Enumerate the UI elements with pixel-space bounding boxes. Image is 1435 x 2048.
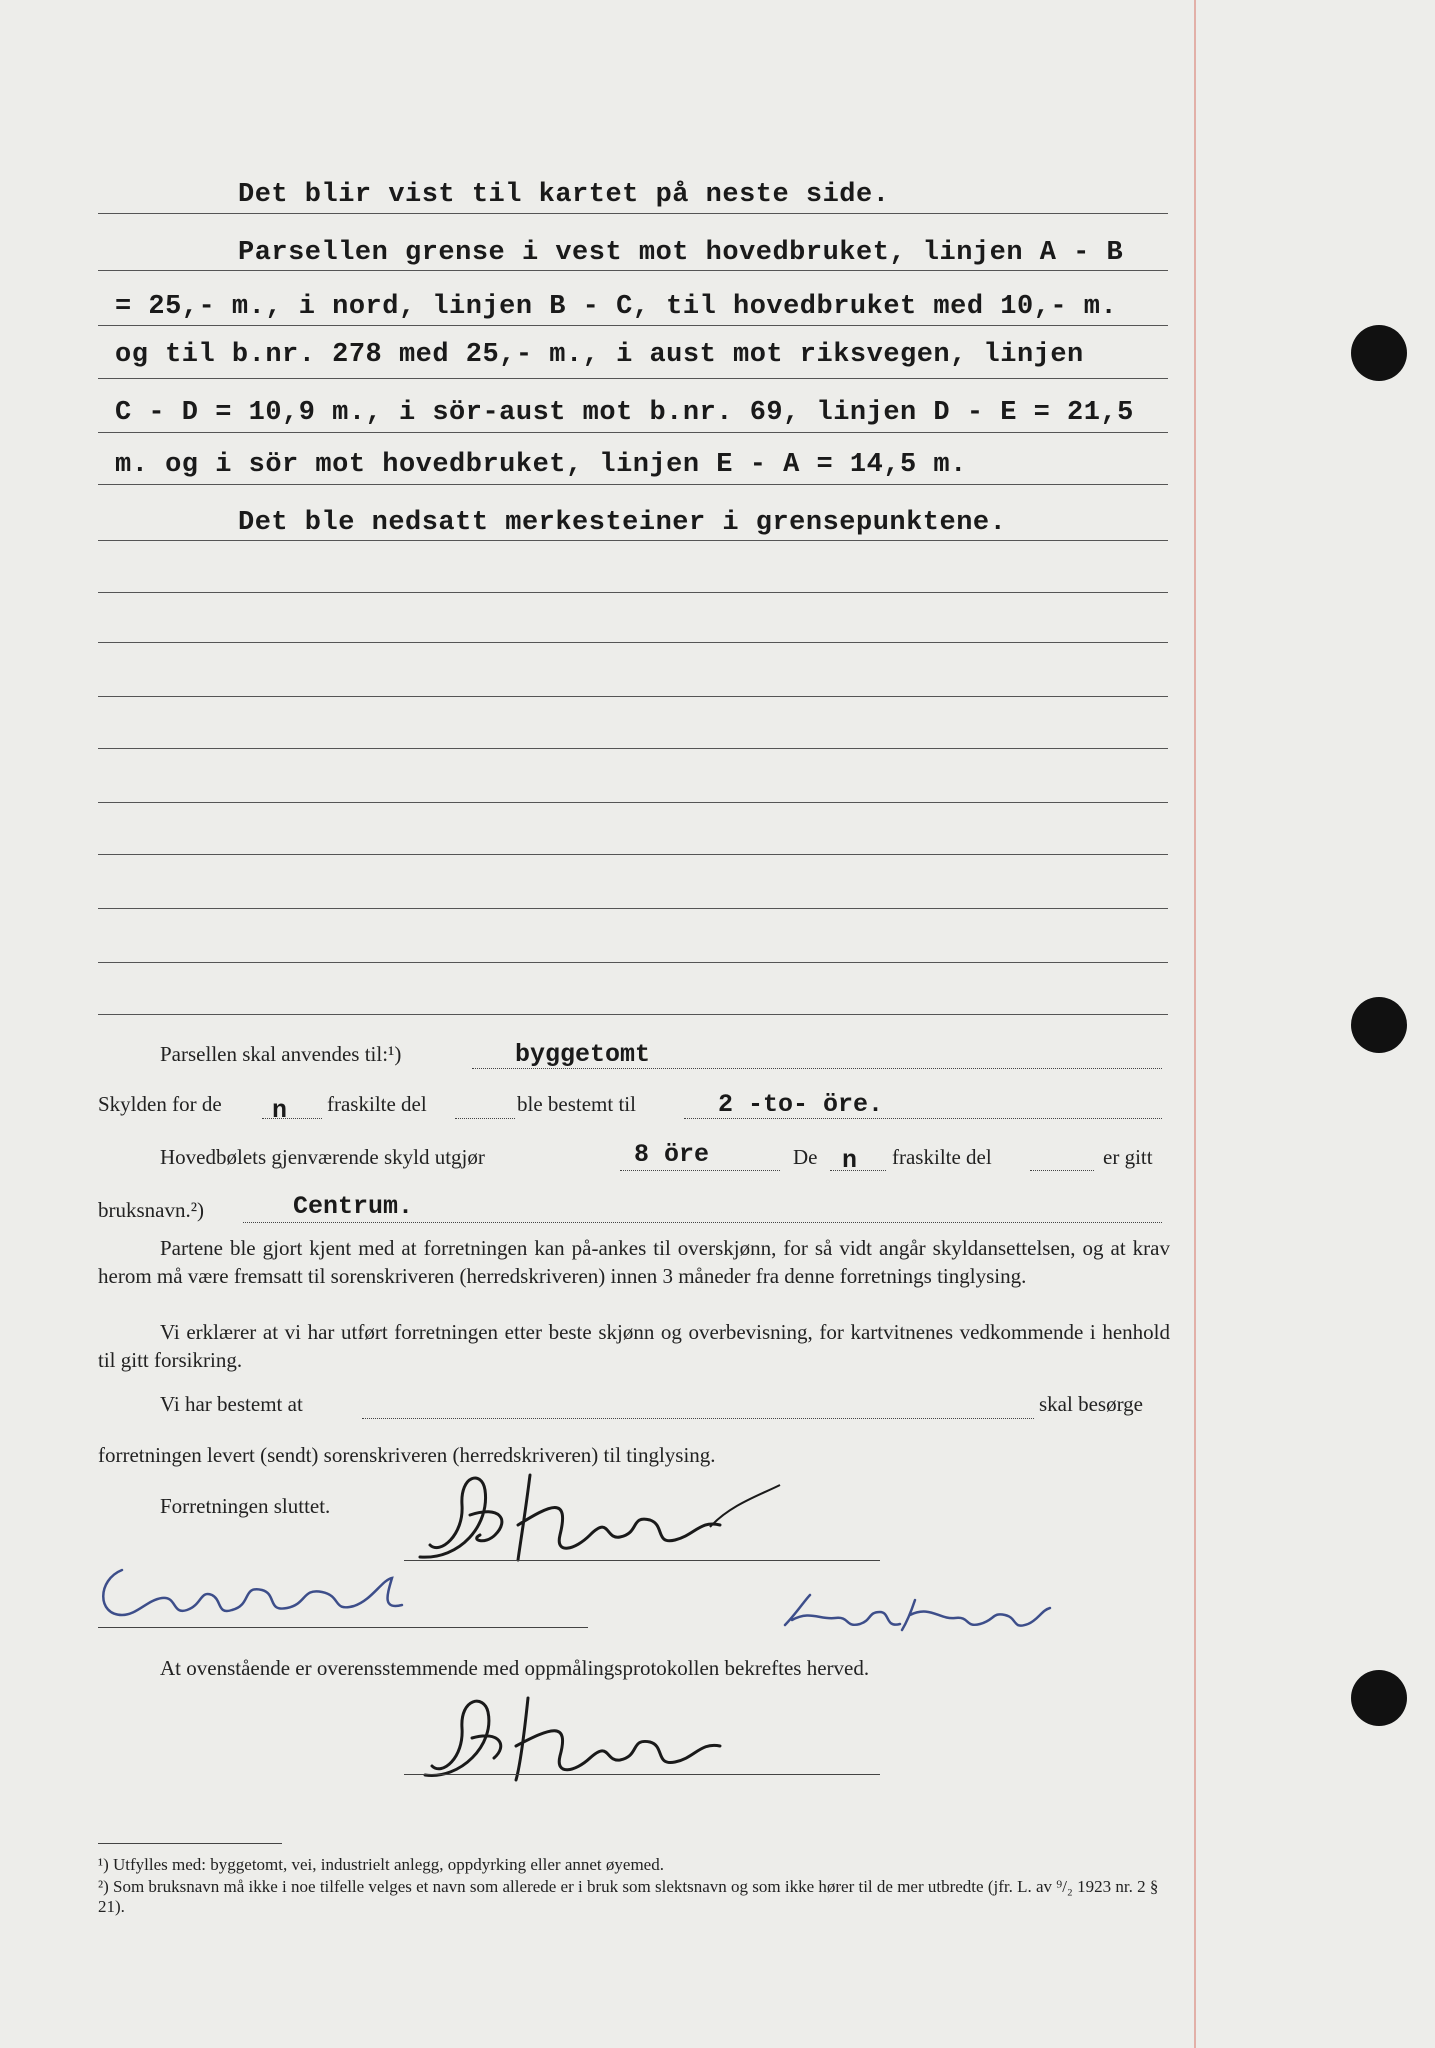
rule [98, 642, 1168, 643]
rule [98, 378, 1168, 379]
signature-line [404, 1774, 880, 1775]
signature-witness-1 [92, 1560, 422, 1630]
dotted-line [362, 1418, 1034, 1419]
footnote-1: ¹) Utfylles med: byggetomt, vei, industrielt anlegg, oppdyrking eller annet øyemed. [98, 1855, 664, 1874]
footnote-2: ²) Som bruksnavn må ikke i noe tilfelle velges et navn som allerede er i bruk som slektsnavn og som ikke hører til de mer utbredte (jfr. L. av ⁹/₂ 1923 nr. 2 § 21). [98, 1877, 1159, 1916]
decided-label-b: skal besørge [1039, 1392, 1144, 1416]
tax-fill-n: n [272, 1096, 288, 1125]
signature-line [98, 1627, 588, 1628]
delivered-text: forretningen levert (sendt) sorenskriveren (herredskriveren) til tinglysing. [98, 1443, 716, 1467]
tax-label-b: fraskilte del [327, 1092, 427, 1116]
typed-line-6: m. og i sör mot hovedbruket, linjen E - A = 14,5 m. [115, 450, 967, 480]
signature-surveyor-2 [400, 1690, 820, 1790]
dotted-line [1030, 1170, 1094, 1171]
remain-label-d: er gitt [1103, 1145, 1153, 1169]
dotted-line [620, 1170, 780, 1171]
dotted-line [455, 1118, 515, 1119]
rule [98, 962, 1168, 963]
rule [98, 908, 1168, 909]
rule [98, 270, 1168, 271]
rule [98, 592, 1168, 593]
certify-text: At ovenstående er overensstemmende med oppmålingsprotokollen bekreftes herved. [160, 1656, 870, 1680]
rule [98, 1014, 1168, 1015]
rule [98, 696, 1168, 697]
signature-line [404, 1560, 880, 1561]
remain-label: Hovedbølets gjenværende skyld utgjør [160, 1145, 485, 1169]
punch-hole-middle [1351, 997, 1407, 1053]
margin-line [1194, 0, 1196, 2048]
closed-text: Forretningen sluttet. [160, 1494, 331, 1518]
rule [98, 432, 1168, 433]
tax-label-c: ble bestemt til [517, 1092, 636, 1116]
remain-label-b: De [793, 1145, 818, 1169]
typed-line-5: C - D = 10,9 m., i sör-aust mot b.nr. 69, linjen D - E = 21,5 [115, 398, 1134, 428]
name-value: Centrum. [293, 1192, 414, 1221]
declaration-paragraph [98, 1318, 1170, 1374]
remain-label-c: fraskilte del [892, 1145, 992, 1169]
signature-witness-2 [780, 1590, 1060, 1640]
typed-line-1: Det blir vist til kartet på neste side. [238, 180, 890, 210]
rule [98, 484, 1168, 485]
punch-hole-top [1351, 325, 1407, 381]
appeal-paragraph [98, 1234, 1170, 1290]
remain-fill-n: n [842, 1146, 858, 1175]
typed-line-4: og til b.nr. 278 med 25,- m., i aust mot riksvegen, linjen [115, 340, 1084, 370]
use-label: Parsellen skal anvendes til:¹) [160, 1042, 402, 1066]
dotted-line [243, 1222, 1162, 1223]
dotted-line [262, 1118, 322, 1119]
appeal-text: Partene ble gjort kjent med at forretningen kan på-ankes til overskjønn, for så vidt angår skyldansettelsen, og at krav herom må være fremsatt til sorenskriveren (herredskriveren) innen 3 måneder fra denne forretnings tinglysing. [98, 1236, 1170, 1288]
signature-surveyor-1 [400, 1465, 820, 1575]
name-label: bruksnavn.²) [98, 1198, 205, 1222]
rule [98, 540, 1168, 541]
tax-value: 2 -to- öre. [718, 1090, 884, 1119]
decided-label: Vi har bestemt at [160, 1392, 303, 1416]
rule [98, 748, 1168, 749]
punch-hole-bottom [1351, 1670, 1407, 1726]
typed-line-3: = 25,- m., i nord, linjen B - C, til hovedbruket med 10,- m. [115, 292, 1118, 322]
rule [98, 802, 1168, 803]
rule [98, 325, 1168, 326]
typed-line-2: Parsellen grense i vest mot hovedbruket, linjen A - B [238, 238, 1124, 268]
rule [98, 213, 1168, 214]
rule [98, 854, 1168, 855]
dotted-line [830, 1170, 886, 1171]
remain-value: 8 öre [634, 1140, 710, 1169]
use-value: byggetomt [515, 1040, 651, 1069]
declaration-text: Vi erklærer at vi har utført forretningen etter beste skjønn og overbevisning, for kartvitnenes vedkommende i henhold til gitt forsikring. [98, 1320, 1170, 1372]
tax-label: Skylden for de [98, 1092, 222, 1116]
typed-line-7: Det ble nedsatt merkesteiner i grensepunktene. [238, 508, 1007, 538]
footnote-rule [98, 1843, 282, 1844]
